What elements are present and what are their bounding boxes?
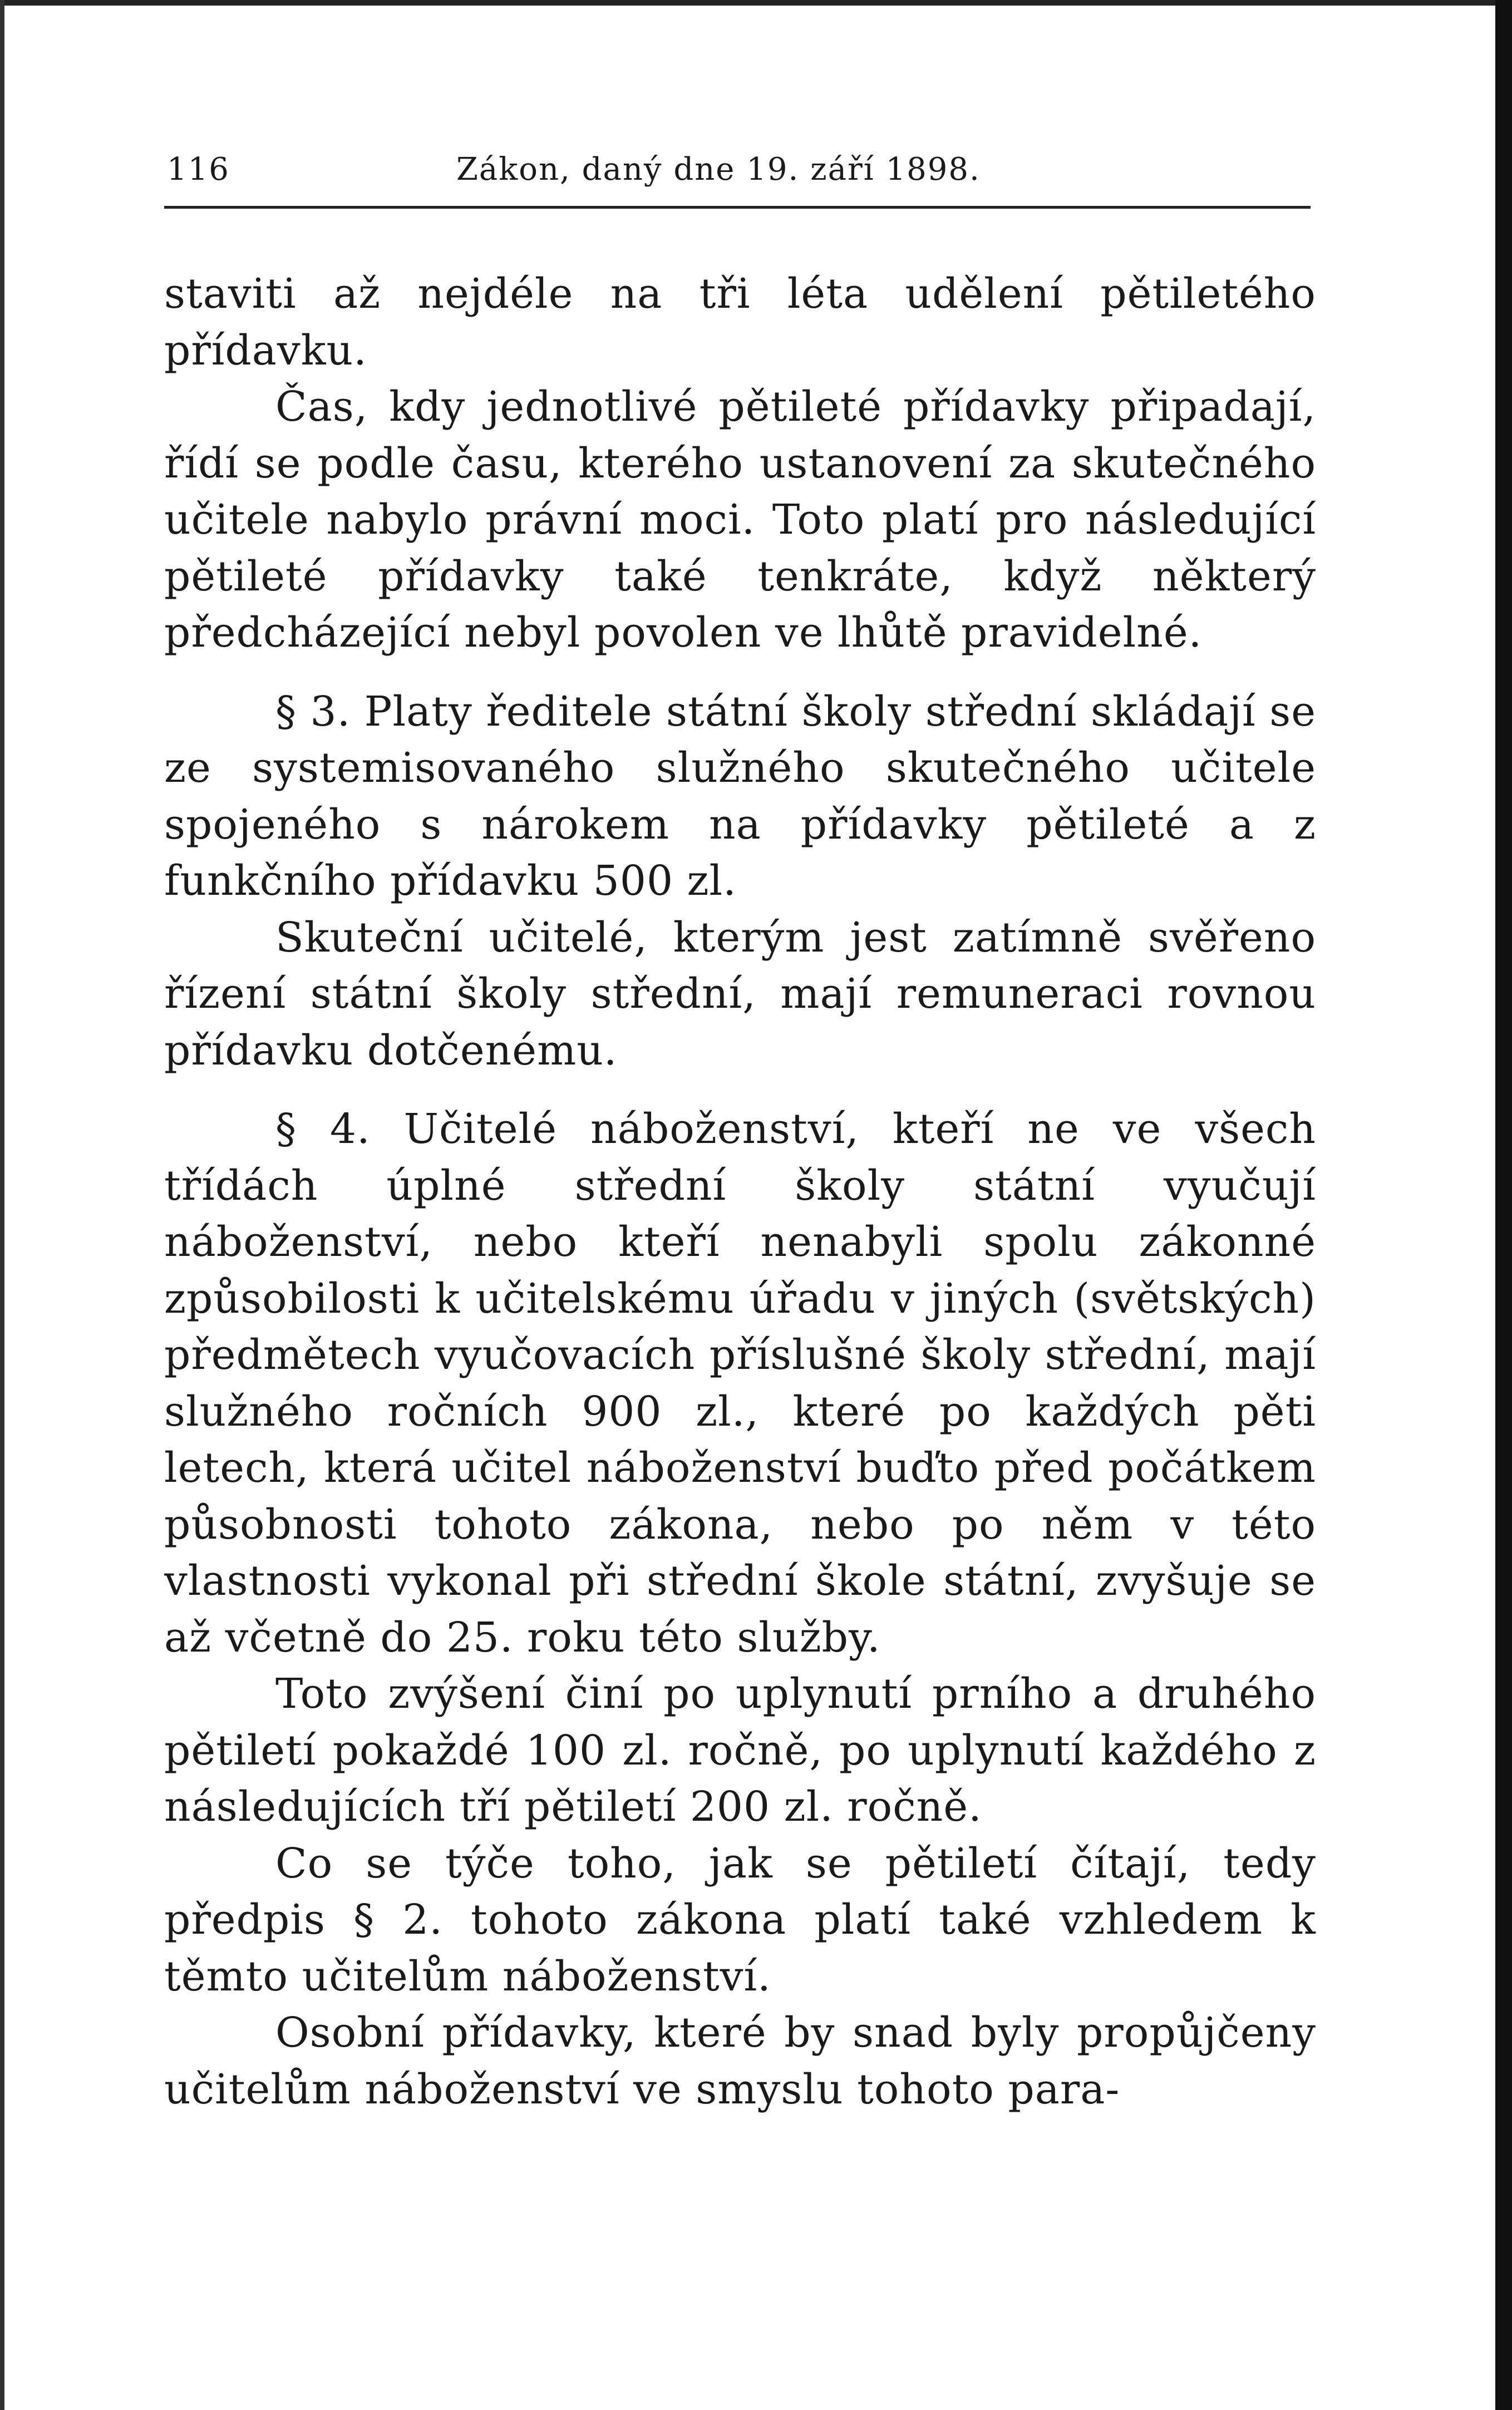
running-title: Zákon, daný dne 19. září 1898.	[456, 151, 981, 188]
paragraph: Co se týče toho, jak se pětiletí čítají, tedy předpis § 2. tohoto zákona platí také vzhledem k těmto učitelům náboženství.	[164, 1839, 1316, 2000]
page-number: 116	[167, 151, 230, 188]
paragraph: Čas, kdy jednotlivé pětileté přídavky připadají, řídí se podle času, kterého ustanovení za skutečného učitele nabylo právní moci. Toto platí pro následující pětileté přídavky také tenkráte, když některý předcházející nebyl povolen ve lhůtě pravidelné.	[164, 383, 1316, 657]
section-4-paragraph: § 4. Učitelé náboženství, kteří ne ve všech třídách úplné střední školy státní vyučují náboženství, nebo kteří nenabyli spolu zákonné způsobilosti k učitelskému úřadu v jiných (světských) předmětech vyučovacích příslušné školy střední, mají služného ročních 900 zl., které po každých pěti letech, která učitel náboženství buďto před počátkem působnosti tohoto zákona, nebo po něm v této vlastnosti vykonal při střední škole státní, zvyšuje se až včetně do 25. roku této služby.	[164, 1105, 1316, 1662]
page-header	[167, 151, 1308, 201]
section-3-paragraph: § 3. Platy ředitele státní školy střední skládají se ze systemisovaného služného skutečného učitele spojeného s nárokem na přídavky pětileté a z funkčního přídavku 500 zl.	[164, 687, 1316, 905]
paragraph: Toto zvýšení činí po uplynutí prního a druhého pětiletí pokaždé 100 zl. ročně, po uplynutí každého z následujících tří pětiletí 200 zl. ročně.	[164, 1670, 1316, 1831]
paragraph: Osobní přídavky, které by snad byly propůjčeny učitelům náboženství ve smyslu tohoto para-	[164, 2009, 1316, 2113]
scan-right-edge	[1495, 0, 1512, 2410]
scan-top-edge	[0, 0, 1512, 6]
paragraph: Skuteční učitelé, kterým jest zatímně svěřeno řízení státní školy střední, mají remuneraci rovnou přídavku dotčenému.	[164, 913, 1316, 1075]
scan-left-edge	[0, 0, 4, 2410]
header-rule	[164, 206, 1311, 209]
paragraph-continuation: staviti až nejdéle na tři léta udělení pětiletého přídavku.	[164, 270, 1316, 374]
body-text	[164, 266, 1316, 2297]
